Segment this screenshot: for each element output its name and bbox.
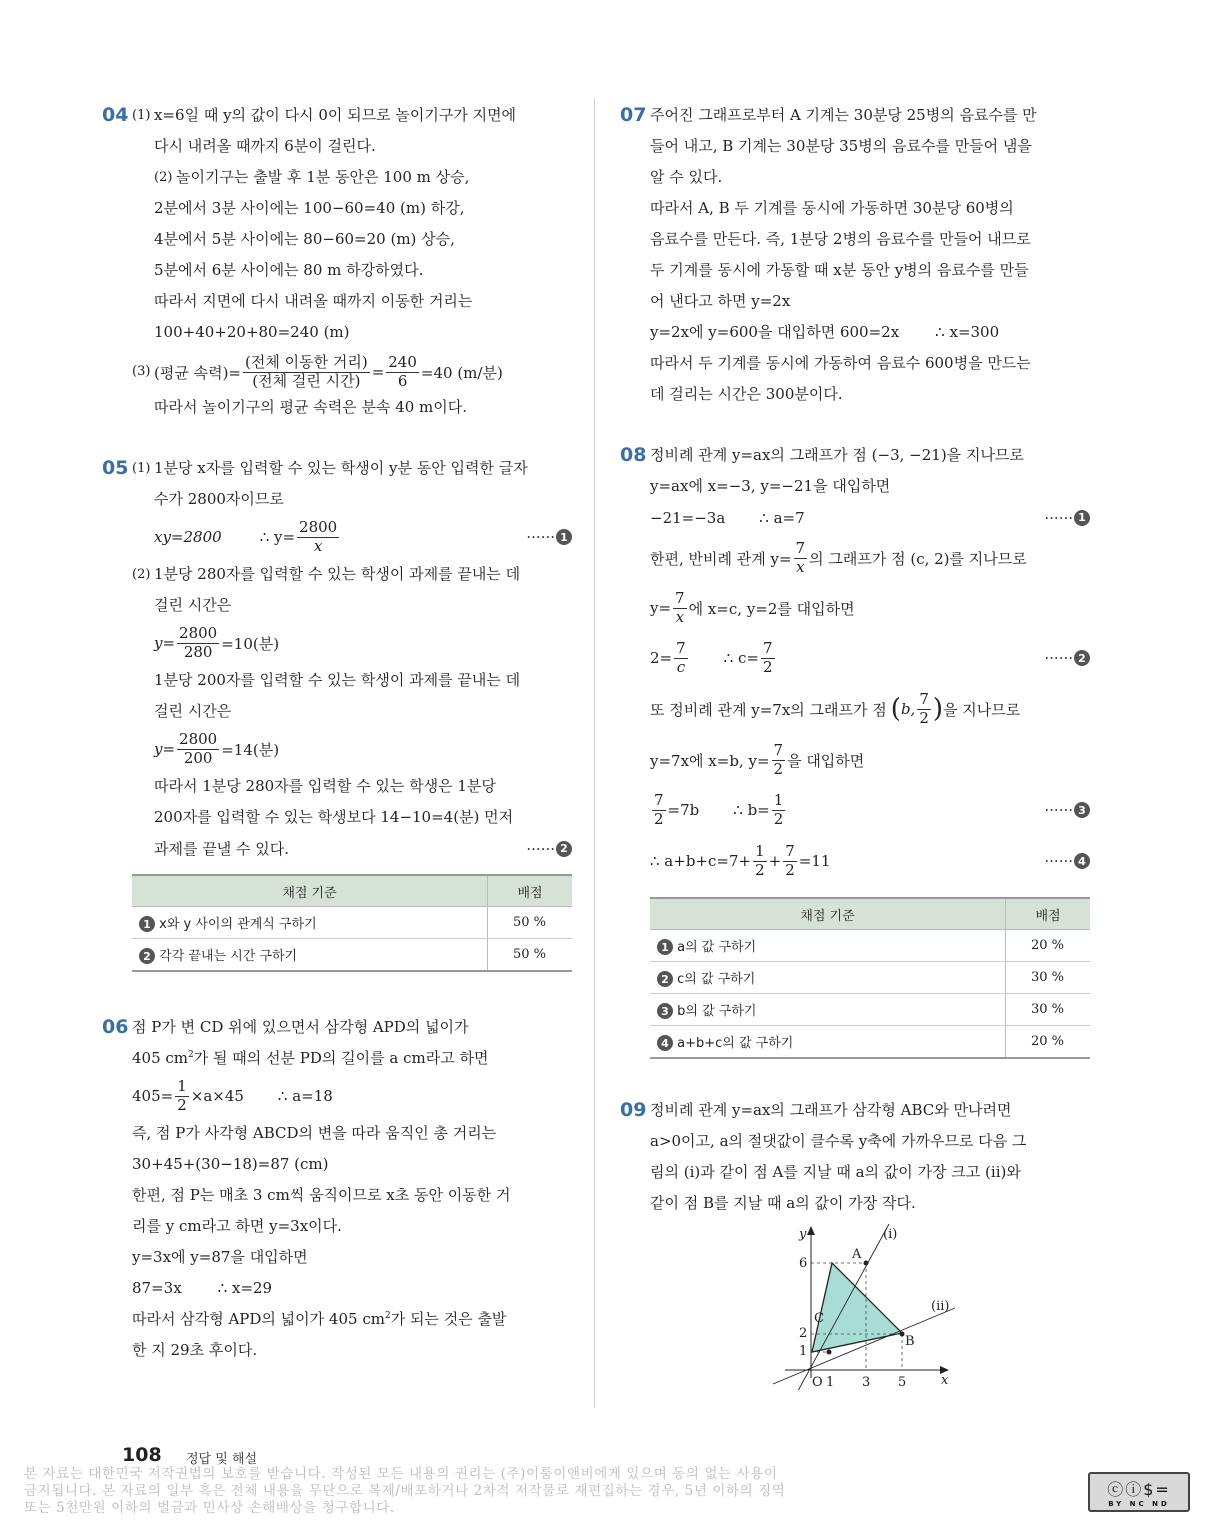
text-line: 따라서 두 기계를 동시에 가동하여 음료수 600병을 만드는 <box>650 354 1031 372</box>
criterion-text: 각각 끝내는 시간 구하기 <box>159 948 298 964</box>
column-divider <box>594 98 595 1408</box>
table-header: 채점 기준 <box>132 875 488 907</box>
sub-part-2 <box>132 559 572 864</box>
cc-license-icon: ⓒⓘ$= <box>1107 1479 1171 1499</box>
text-line: 1분당 x자를 입력할 수 있는 학생이 y분 동안 입력한 글자 <box>154 459 528 477</box>
text-line: 림의 (i)과 같이 점 A를 지날 때 a의 값이 가장 크고 (ii)와 <box>650 1163 1021 1181</box>
points-cell: 30 % <box>1006 962 1091 994</box>
text-line: 주어진 그래프로부터 A 기계는 30분당 25병의 음료수를 만 <box>650 106 1037 124</box>
equation: xy=2800 <box>154 528 222 546</box>
problem-number: 09 <box>620 1099 647 1121</box>
text-line: 한편, 점 P는 매초 3 cm씩 움직이므로 x초 동안 이동한 거 <box>132 1186 511 1204</box>
table-row <box>650 1026 1090 1059</box>
text-line: 4분에서 5분 사이에는 80−60=20 (m) 상승, <box>154 230 455 248</box>
criterion-text: a+b+c의 값 구하기 <box>677 1035 794 1051</box>
problem-number: 05 <box>102 457 129 479</box>
text-line: y=2x에 y=600을 대입하면 600=2x ∴ x=300 <box>650 323 1000 341</box>
y-tick-label: 6 <box>799 1256 808 1271</box>
text-line: 다시 내려올 때까지 6분이 걸린다. <box>154 137 376 155</box>
equation-result: ∴ a=18 <box>277 1087 333 1105</box>
sub-part-2-body <box>132 193 572 348</box>
text-line: 200자를 입력할 수 있는 학생보다 14−10=4(분) 먼저 <box>154 808 514 826</box>
text-line: 정비례 관계 y=ax의 그래프가 점 (−3, −21)을 지나므로 <box>650 446 1024 464</box>
equation: ∴ y= <box>259 528 296 546</box>
table-row <box>132 939 572 972</box>
text-line: 수가 2800자이므로 <box>154 490 284 508</box>
numerator: (전체 이동한 거리) <box>245 352 368 371</box>
sub-marker: (3) <box>132 364 151 379</box>
equation-suffix: =10(분) <box>221 634 280 653</box>
criterion-text: a의 값 구하기 <box>677 939 757 955</box>
fraction <box>177 729 219 767</box>
text-line: 걸린 시간은 <box>154 702 232 720</box>
numerator: 2800 <box>299 517 338 536</box>
point-a <box>864 1261 869 1266</box>
points-cell: 50 % <box>488 907 573 939</box>
equation-row: ∴ a+b+c=7+ $\frac{1}{2}$ + $\frac{7}{2}$ =11 ······ 4 <box>650 835 1090 887</box>
table-header: 배점 <box>1006 898 1091 930</box>
text-line: 한 지 29초 후이다. <box>132 1341 258 1359</box>
origin-label: O <box>812 1375 823 1390</box>
numerator: 240 <box>388 352 417 371</box>
page-number: 108 <box>122 1444 162 1466</box>
text-line: 따라서 삼각형 APD의 넓이가 405 $cm^2$가 되는 것은 출발 <box>132 1310 507 1328</box>
text-line: 음료수를 만든다. 즉, 1분당 2병의 음료수를 만들어 내므로 <box>650 230 1031 248</box>
sub-part-1 <box>132 453 572 559</box>
table-header: 배점 <box>488 875 573 907</box>
table-row <box>650 930 1090 962</box>
step-marker-3: ······ 3 <box>1044 801 1090 819</box>
equation-prefix: y= <box>154 740 176 758</box>
line-ii-label: (ii) <box>931 1299 950 1314</box>
equation-row <box>154 621 572 665</box>
sub-part-1 <box>132 100 572 162</box>
equation-prefix: y= <box>154 634 176 652</box>
step-number-badge: 3 <box>657 1003 673 1019</box>
table-row <box>650 994 1090 1026</box>
problem-number: 06 <box>102 1016 129 1038</box>
text-line: x=6일 때 y의 값이 다시 0이 되므로 놀이기구가 지면에 <box>154 106 517 124</box>
text-line: 한편, 반비례 관계 y= $\frac{7}{x}$ 의 그래프가 점 (c, 2)를 지나므로 <box>650 538 1027 576</box>
points-cell: 30 % <box>1006 994 1091 1026</box>
x-tick-label: 1 <box>826 1375 835 1390</box>
step-number-badge: 4 <box>657 1035 673 1051</box>
text-line: 따라서 1분당 280자를 입력할 수 있는 학생은 1분당 <box>154 777 496 795</box>
denominator: 280 <box>183 642 213 661</box>
text-line: 100+40+20+80=240 (m) <box>154 323 350 341</box>
fraction <box>243 352 370 390</box>
text-line: a>0이고, a의 절댓값이 클수록 y축에 가까우므로 다음 그 <box>650 1132 1027 1150</box>
problem-number: 07 <box>620 104 647 126</box>
step-number-badge: 1 <box>139 916 155 932</box>
text-line: 따라서 지면에 다시 내려올 때까지 이동한 거리는 <box>154 292 473 310</box>
step-marker-2: ······ 2 <box>1044 649 1090 667</box>
fraction <box>177 623 219 661</box>
equation-row <box>154 727 572 771</box>
denominator: 2 <box>177 1095 187 1114</box>
text-line: 즉, 점 P가 사각형 ABCD의 변을 따라 움직인 총 거리는 <box>132 1124 497 1142</box>
step-number-badge: 2 <box>657 971 673 987</box>
numerator: 1 <box>177 1076 187 1095</box>
scoring-table <box>132 874 572 972</box>
criterion-text: x와 y 사이의 관계식 구하기 <box>159 916 317 932</box>
text-line: 걸린 시간은 <box>154 596 232 614</box>
text-line: y=ax에 x=−3, y=−21을 대입하면 <box>650 477 891 495</box>
fraction <box>175 1076 189 1114</box>
text-line: 과제를 끝낼 수 있다. <box>154 840 289 858</box>
creative-commons-badge <box>1088 1472 1190 1512</box>
table-row <box>650 962 1090 994</box>
text-line: 정비례 관계 y=ax의 그래프가 삼각형 ABC와 만나려면 <box>650 1101 1012 1119</box>
step-number-badge: 1 <box>657 939 673 955</box>
denominator: 200 <box>183 748 213 767</box>
text-line: 따라서 놀이기구의 평균 속력은 분속 40 m이다. <box>154 398 468 416</box>
triangle-abc <box>812 1263 902 1352</box>
text-line: 알 수 있다. <box>650 168 723 186</box>
denominator: x <box>313 536 323 555</box>
sub-marker: (2) <box>154 170 173 185</box>
average-speed-equation <box>154 352 572 392</box>
line-i-label: (i) <box>883 1227 898 1242</box>
scoring-table <box>650 897 1090 1059</box>
problem-06 <box>102 1012 572 1366</box>
points-cell: 50 % <box>488 939 573 972</box>
numerator: 2800 <box>179 729 218 748</box>
denominator: 6 <box>397 371 408 390</box>
text-line: 30+45+(30−18)=87 (cm) <box>132 1155 329 1173</box>
x-tick-label: 3 <box>862 1375 871 1390</box>
problem-04 <box>102 100 572 423</box>
sub-marker: (1) <box>132 108 151 123</box>
text-line: 점 P가 변 CD 위에 있으면서 삼각형 APD의 넓이가 <box>132 1018 469 1036</box>
equation-suffix: =40 (m/분) <box>420 363 503 382</box>
copyright-notice <box>24 1466 1034 1517</box>
text-line: 87=3x ∴ x=29 <box>132 1279 273 1297</box>
sub-part-2 <box>154 162 572 193</box>
problem-number: 08 <box>620 444 647 466</box>
text-line: 1분당 280자를 입력할 수 있는 학생이 과제를 끝내는 데 <box>154 565 521 583</box>
equation-row: $\frac{7}{2}$ =7b ∴ b= $\frac{1}{2}$ ······ 3 <box>650 785 1090 835</box>
sub-marker: (1) <box>132 461 151 476</box>
equation-row: −21=−3a ∴ a=7 ······ 1 <box>650 502 1090 533</box>
label-c: C <box>814 1311 824 1326</box>
text-line: 놀이기구는 출발 후 1분 동안은 100 m 상승, <box>176 168 470 186</box>
table-header: 채점 기준 <box>650 898 1006 930</box>
text-line-with-marker <box>154 833 572 864</box>
point-c <box>827 1350 832 1355</box>
step-marker-4: ······ 4 <box>1044 852 1090 870</box>
denominator: (전체 걸린 시간) <box>252 371 361 390</box>
points-cell: 20 % <box>1006 1026 1091 1059</box>
text-line: y=3x에 y=87을 대입하면 <box>132 1248 308 1266</box>
label-a: A <box>852 1247 862 1262</box>
text-line: y=7x에 x=b, y= $\frac{7}{2}$ 을 대입하면 <box>650 740 865 778</box>
step-number-badge: 2 <box>139 948 155 964</box>
problem-07 <box>620 100 1090 410</box>
equation-prefix: (평균 속력)= <box>154 363 242 382</box>
text-line: y= $\frac{7}{x}$ 에 x=c, y=2를 대입하면 <box>650 588 855 626</box>
problem-05 <box>102 453 572 972</box>
page-section-label: 정답 및 해설 <box>186 1452 258 1467</box>
right-column <box>620 100 1090 1219</box>
problem-08 <box>620 440 1090 1059</box>
text-line: 들어 내고, B 기계는 30분당 35병의 음료수를 만들어 냄을 <box>650 137 1032 155</box>
equation-row <box>132 1074 572 1118</box>
text-line: 5분에서 6분 사이에는 80 m 하강하였다. <box>154 261 424 279</box>
text-line: 405 $cm^2$가 될 때의 선분 PD의 길이를 a cm라고 하면 <box>132 1049 489 1067</box>
text-line: 어 낸다고 하면 y=2x <box>650 292 791 310</box>
equals: = <box>371 363 385 381</box>
step-marker-1: ······ 1 <box>1044 509 1090 527</box>
x-tick-label: 5 <box>898 1375 907 1390</box>
step-marker-2: ······ 2 <box>526 840 572 858</box>
points-cell: 20 % <box>1006 930 1091 962</box>
text-line: 또 정비례 관계 y=7x의 그래프가 점 ( b, $\frac{7}{2}$ ) 을 지나므로 <box>650 689 1021 727</box>
copyright-line: 또는 5천만원 이하의 벌금과 민사상 손해배상을 청구합니다. <box>24 1500 395 1516</box>
label-b: B <box>905 1334 915 1349</box>
equation-row: 2= $\frac{7}{c}$ ∴ c= $\frac{7}{2}$ ······ 2 <box>650 633 1090 683</box>
criterion-text: c의 값 구하기 <box>677 971 756 987</box>
y-axis-arrow <box>807 1226 815 1235</box>
text-line: 데 걸리는 시간은 300분이다. <box>650 385 843 403</box>
equation-row <box>154 515 572 559</box>
step-marker-1: ······ 1 <box>526 528 572 546</box>
copyright-line: 금지됩니다. 본 자료의 일부 혹은 전체 내용을 무단으로 복제/배포하거나 2차적 저작물로 재편집하는 경우, 5년 이하의 징역 <box>24 1483 786 1499</box>
fraction <box>297 517 339 555</box>
point-b <box>900 1332 905 1337</box>
left-column <box>102 100 572 1366</box>
cc-license-text: BY NC ND <box>1108 1499 1170 1508</box>
text-line: 두 기계를 동시에 가동할 때 x분 동안 y병의 음료수를 만들 <box>650 261 1029 279</box>
equation-prefix: 405= <box>132 1087 174 1105</box>
x-axis-label: x <box>941 1373 949 1388</box>
numerator: 2800 <box>179 623 218 642</box>
text-line: 따라서 A, B 두 기계를 동시에 가동하면 30분당 60병의 <box>650 199 1014 217</box>
table-row <box>132 907 572 939</box>
y-tick-label: 1 <box>799 1344 808 1359</box>
text-line: 1분당 200자를 입력할 수 있는 학생이 과제를 끝내는 데 <box>154 671 521 689</box>
problem-number: 04 <box>102 104 129 126</box>
text-line: 2분에서 3분 사이에는 100−60=40 (m) 하강, <box>154 199 465 217</box>
sub-part-3 <box>132 352 572 423</box>
triangle-graph <box>765 1218 965 1390</box>
fraction <box>386 352 419 390</box>
equation-suffix: ×a×45 <box>190 1087 244 1105</box>
text-line: 같이 점 B를 지날 때 a의 값이 가장 작다. <box>650 1194 916 1212</box>
y-axis-label: y <box>799 1227 807 1242</box>
sub-marker: (2) <box>132 567 151 582</box>
text-line: 리를 y cm라고 하면 y=3x이다. <box>132 1217 342 1235</box>
problem-09 <box>620 1095 1090 1219</box>
equation-suffix: =14(분) <box>221 740 280 759</box>
criterion-text: b의 값 구하기 <box>677 1003 757 1019</box>
copyright-line: 본 자료는 대한민국 저작권법의 보호를 받습니다. 작성된 모든 내용의 권리는 (주)이룸이앤비에게 있으며 동의 없는 사용이 <box>24 1466 778 1482</box>
y-tick-label: 2 <box>799 1326 808 1341</box>
